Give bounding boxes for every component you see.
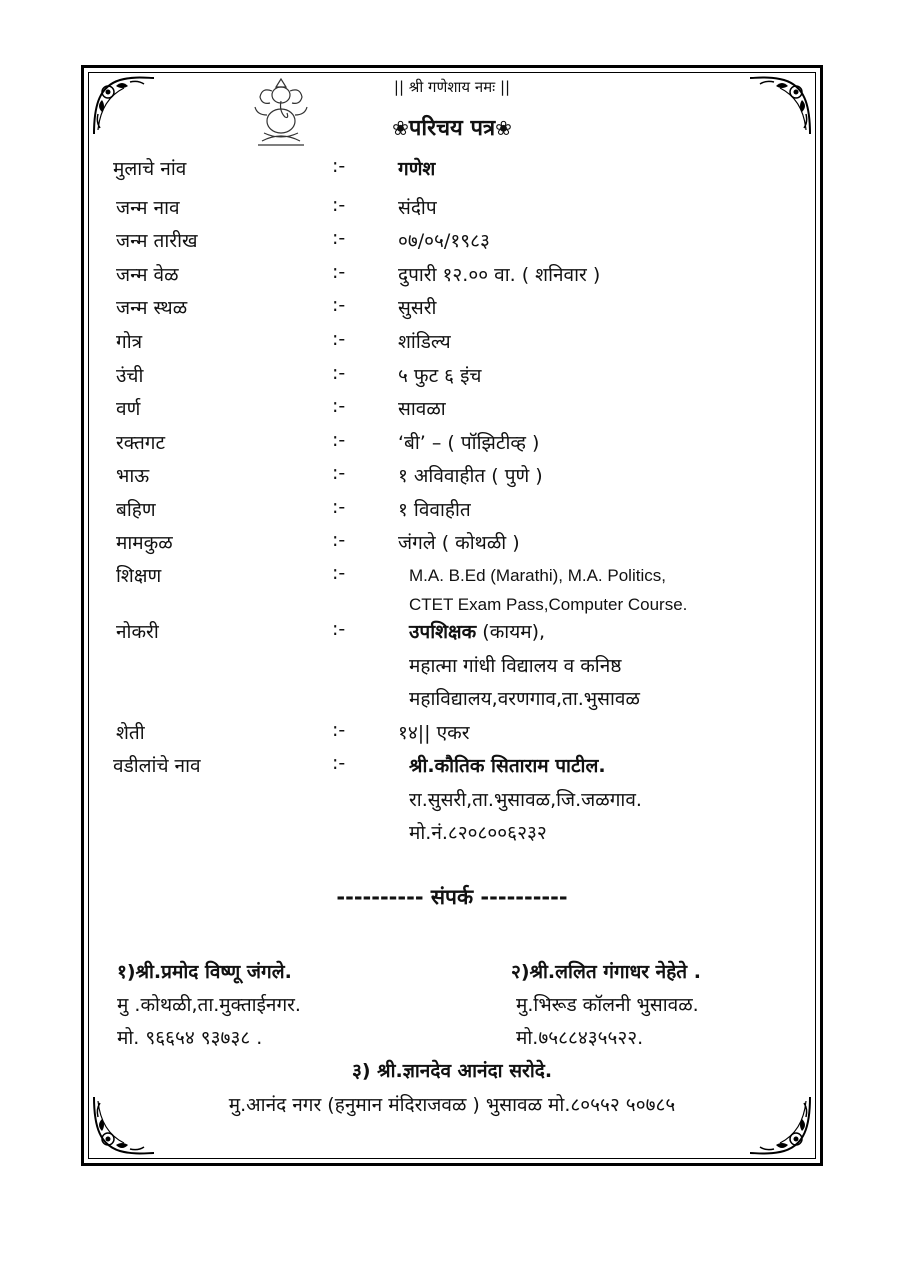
label-farm: शेती (116, 722, 145, 744)
value-birth-date: ०७/०५/१९८३ (398, 230, 490, 252)
separator: :- (332, 529, 346, 551)
value-sister: १ विवाहीत (398, 499, 471, 521)
value-birth-name: संदीप (398, 197, 437, 219)
separator: :- (332, 261, 346, 283)
separator: :- (332, 294, 346, 316)
separator: :- (332, 155, 346, 177)
value-height: ५ फुट ६ इंच (398, 365, 482, 387)
value-job-line2: महात्मा गांधी विद्यालय व कनिष्ठ (409, 655, 622, 677)
separator: :- (332, 618, 346, 640)
label-birth-place: जन्म स्थळ (116, 297, 188, 319)
value-father-phone: मो.नं.८२०८००६२३२ (409, 822, 547, 844)
separator: :- (332, 227, 346, 249)
label-birth-name: जन्म नाव (116, 197, 180, 219)
value-job-line3: महाविद्यालय,वरणगाव,ता.भुसावळ (409, 688, 640, 710)
value-birth-time: दुपारी १२.०० वा. ( शनिवार ) (398, 264, 601, 286)
label-education: शिक्षण (116, 565, 162, 587)
value-father-address: रा.सुसरी,ता.भुसावळ,जि.जळगाव. (409, 789, 642, 811)
label-child-name: मुलाचे नांव (113, 158, 187, 180)
contact-1-name: १)श्री.प्रमोद विष्णू जंगले. (117, 961, 292, 983)
value-gotra: शांडिल्य (398, 331, 451, 353)
value-job-title: उपशिक्षक (409, 621, 477, 643)
separator: :- (332, 362, 346, 384)
flower-icon: ❀ (392, 116, 409, 140)
label-birth-time: जन्म वेळ (116, 264, 179, 286)
contact-3-address: मु.आनंद नगर (हनुमान मंदिराजवळ ) भुसावळ मो.८०५५२ ५०७८५ (228, 1094, 676, 1116)
contact-2-phone: मो.७५८८४३५५२२. (516, 1027, 644, 1049)
value-child-name: गणेश (398, 158, 436, 180)
label-height: उंची (116, 365, 144, 387)
contact-2-address: मु.भिरूड कॉलनी भुसावळ. (516, 994, 699, 1016)
separator: :- (332, 194, 346, 216)
separator: :- (332, 562, 346, 584)
separator: :- (332, 496, 346, 518)
contact-2-name: २)श्री.ललित गंगाधर नेहेते . (511, 961, 701, 983)
label-gotra: गोत्र (116, 331, 143, 353)
label-father-name: वडीलांचे नाव (113, 755, 201, 777)
separator: :- (332, 462, 346, 484)
value-father-name: श्री.कौतिक सिताराम पाटील. (409, 755, 606, 777)
separator: :- (332, 429, 346, 451)
separator: :- (332, 395, 346, 417)
page-title (0, 112, 904, 142)
value-education: M.A. B.Ed (Marathi), M.A. Politics, (409, 566, 666, 585)
contact-3-name: ३) श्री.ज्ञानदेव आनंदा सरोदे. (351, 1060, 553, 1082)
label-blood-group: रक्तगट (116, 432, 166, 454)
contact-heading: ---------- संपर्क ---------- (336, 885, 568, 909)
value-brother: १ अविवाहीत ( पुणे ) (398, 465, 543, 487)
label-brother: भाऊ (116, 465, 150, 487)
label-job: नोकरी (116, 621, 159, 643)
value-farm: १४|| एकर (398, 722, 470, 744)
value-birth-place: सुसरी (398, 297, 437, 319)
flower-icon: ❀ (495, 116, 512, 140)
separator: :- (332, 752, 346, 774)
value-maternal-family: जंगले ( कोथळी ) (398, 532, 520, 554)
value-blood-group: ‘बी’ – ( पॉझिटीव्ह ) (398, 432, 540, 454)
value-job-status: (कायम), (476, 621, 546, 643)
contact-1-phone: मो. ९६६५४ ९३७३८ . (117, 1027, 263, 1049)
value-complexion: सावळा (398, 398, 446, 420)
label-birth-date: जन्म तारीख (116, 230, 198, 252)
contact-1-address: मु .कोथळी,ता.मुक्ताईनगर. (117, 994, 301, 1016)
separator: :- (332, 328, 346, 350)
label-complexion: वर्ण (116, 398, 141, 420)
value-education-line2: CTET Exam Pass,Computer Course. (409, 595, 688, 614)
invocation-text: || श्री गणेशाय नमः || (393, 78, 511, 96)
separator: :- (332, 719, 346, 741)
title-text: परिचय पत्र (408, 116, 496, 141)
label-sister: बहिण (116, 499, 156, 521)
label-maternal-family: मामकुळ (116, 532, 173, 554)
value-job (409, 618, 545, 644)
